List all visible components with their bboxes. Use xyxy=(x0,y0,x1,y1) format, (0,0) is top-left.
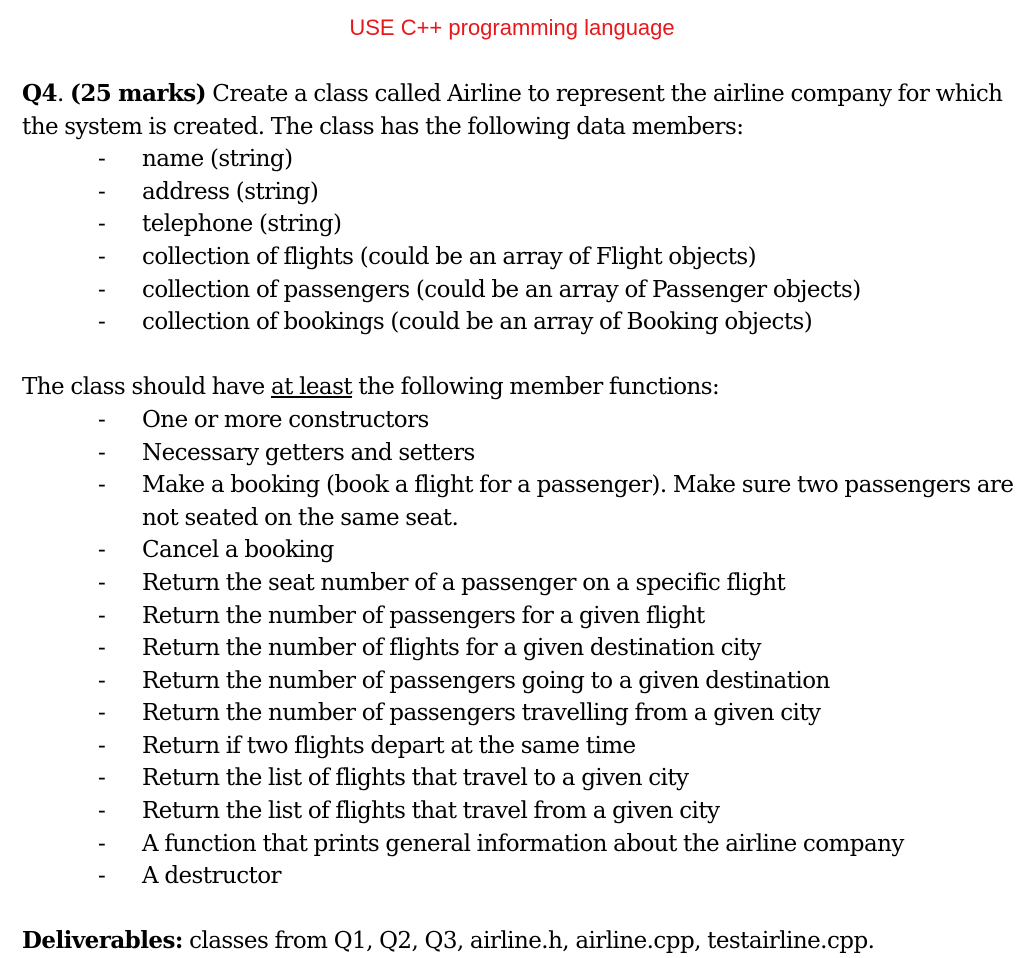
deliverables-label: Deliverables: xyxy=(22,927,183,955)
member-function-item-text: Return the number of passengers for a given flight xyxy=(142,602,705,629)
dash-bullet: - xyxy=(98,798,106,825)
dash-bullet: - xyxy=(98,667,106,694)
member-function-item xyxy=(22,567,1017,600)
member-function-item-text: Return the number of passengers travelling from a given city xyxy=(142,700,821,727)
dash-bullet: - xyxy=(98,765,106,792)
member-function-item xyxy=(22,795,1017,828)
data-member-item-text: address (string) xyxy=(142,178,319,205)
spacer xyxy=(22,893,1017,926)
member-function-item-text: Return if two flights depart at the same time xyxy=(142,732,636,759)
dash-bullet: - xyxy=(98,602,106,629)
dash-bullet: - xyxy=(98,863,106,890)
dash-bullet: - xyxy=(98,732,106,759)
instruction-header: USE C++ programming language xyxy=(349,15,675,40)
member-function-item xyxy=(22,469,1017,534)
dash-bullet: - xyxy=(98,406,106,433)
member-function-item xyxy=(22,665,1017,698)
question-intro: Q4. (25 marks) Create a class called Airline to represent the airline company for which the system is created. The class has the following data members: xyxy=(22,80,1003,140)
member-function-item xyxy=(22,730,1017,763)
member-function-item-text: Return the number of passengers going to a given destination xyxy=(142,667,830,694)
dash-bullet: - xyxy=(98,211,106,238)
member-function-item xyxy=(22,697,1017,730)
question-intro-text: Create a class called Airline to represent the airline company for which the system is created. The class has the following data members: xyxy=(22,81,1003,140)
member-function-item xyxy=(22,762,1017,795)
data-members-list xyxy=(22,143,1017,339)
dash-bullet: - xyxy=(98,276,106,303)
functions-intro-post: the following member functions: xyxy=(352,374,720,401)
dash-bullet: - xyxy=(98,146,106,173)
question-marks: (25 marks) xyxy=(69,80,207,107)
question-number: Q4 xyxy=(22,80,57,107)
dash-bullet: - xyxy=(98,569,106,596)
deliverables-text: classes from Q1, Q2, Q3, airline.h, airline.cpp, testairline.cpp. xyxy=(182,928,875,955)
data-member-item-text: name (string) xyxy=(142,146,293,173)
data-member-item xyxy=(22,143,1017,176)
data-member-item-text: collection of passengers (could be an array of Passenger objects) xyxy=(142,276,861,303)
member-function-item-text: A function that prints general information about the airline company xyxy=(142,830,904,857)
member-functions-list xyxy=(22,404,1017,893)
member-function-item-text: Necessary getters and setters xyxy=(142,439,475,466)
functions-intro xyxy=(22,371,1017,404)
data-member-item xyxy=(22,208,1017,241)
member-function-item-text: Return the list of flights that travel to a given city xyxy=(142,765,689,792)
deliverables xyxy=(22,925,1017,958)
dash-bullet: - xyxy=(98,243,106,270)
member-function-item xyxy=(22,437,1017,470)
question-document xyxy=(22,78,1017,958)
member-function-item-text: Cancel a booking xyxy=(142,537,334,564)
member-function-item xyxy=(22,404,1017,437)
data-member-item-text: collection of flights (could be an array of Flight objects) xyxy=(142,243,757,270)
member-function-item-text: Return the list of flights that travel from a given city xyxy=(142,798,720,825)
member-function-item-text: One or more constructors xyxy=(142,406,429,433)
dash-bullet: - xyxy=(98,178,106,205)
member-function-item-text: Return the seat number of a passenger on a specific flight xyxy=(142,569,786,596)
member-function-item xyxy=(22,860,1017,893)
member-function-item-text: Return the number of flights for a given destination city xyxy=(142,635,761,662)
member-function-item xyxy=(22,534,1017,567)
functions-intro-pre: The class should have xyxy=(22,374,271,401)
dash-bullet: - xyxy=(98,309,106,336)
dash-bullet: - xyxy=(98,537,106,564)
dash-bullet: - xyxy=(98,700,106,727)
functions-intro-emphasis: at least xyxy=(270,374,353,401)
member-function-item xyxy=(22,600,1017,633)
dash-bullet: - xyxy=(98,635,106,662)
data-member-item-text: collection of bookings (could be an array of Booking objects) xyxy=(142,309,813,336)
data-member-item xyxy=(22,176,1017,209)
data-member-item-text: telephone (string) xyxy=(142,211,342,238)
member-function-item xyxy=(22,828,1017,861)
member-function-item-text: Make a booking (book a flight for a passenger). Make sure two passengers are not seated on the same seat. xyxy=(142,472,1014,531)
dash-bullet: - xyxy=(98,472,106,499)
dash-bullet: - xyxy=(98,830,106,857)
member-function-item-text: A destructor xyxy=(142,863,281,890)
data-member-item xyxy=(22,241,1017,274)
dash-bullet: - xyxy=(98,439,106,466)
member-function-item xyxy=(22,632,1017,665)
spacer xyxy=(22,339,1017,372)
data-member-item xyxy=(22,306,1017,339)
data-member-item xyxy=(22,274,1017,307)
